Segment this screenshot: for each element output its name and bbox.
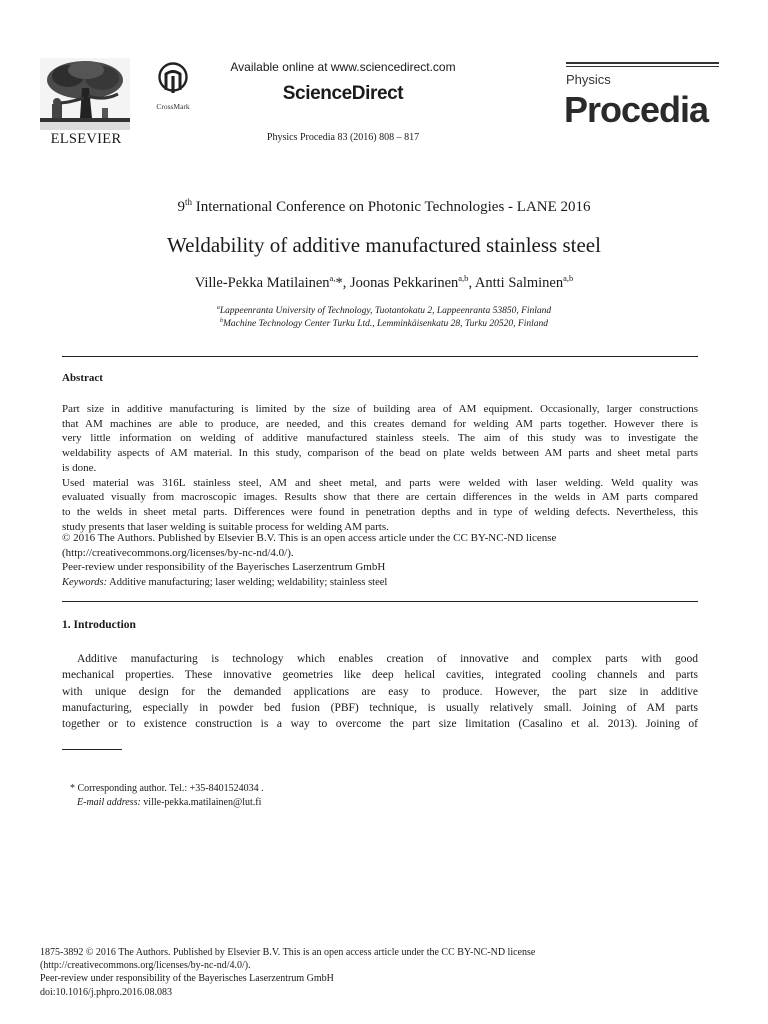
abstract-line: weldability aspects of AM material. In this study, comparison of the bead on plate welds between AM parts and sheet metal parts (62, 447, 698, 460)
abstract-line: is done. (62, 461, 97, 474)
abstract-body (62, 402, 698, 534)
email-line (70, 796, 470, 810)
affiliation-mark: b (219, 318, 223, 324)
journal-name-line2: Procedia (564, 89, 709, 130)
available-online-text[interactable]: Available online at www.sciencedirect.com (230, 60, 456, 74)
keywords-label: Keywords: (62, 577, 108, 588)
issn-copyright-line: 1875-3892 © 2016 The Authors. Published by Elsevier B.V. This is an open access article under the CC BY-NC-ND license (40, 947, 536, 958)
copyright-notice (62, 531, 698, 575)
author-affiliation-marks: a,b (563, 273, 574, 283)
author-affiliation-marks: a,b (458, 273, 469, 283)
affiliation-text: Machine Technology Center Turku Ltd., Lemminkäisenkatu 28, Turku 20520, Finland (222, 319, 548, 330)
introduction-line: with unique design for the demanded applications are easy to produce. However, the part size in additive (62, 685, 698, 698)
email-address[interactable]: ville-pekka.matilainen@lut.fi (140, 797, 262, 808)
author-name: Ville-Pekka Matilainen (194, 274, 330, 291)
journal-masthead (566, 62, 719, 132)
sciencedirect-brand: ScienceDirect (282, 83, 404, 104)
affiliation-a (0, 305, 768, 316)
introduction-line: together or to existence construction is a way to overcome the part size limitation (Casalino et al. 2013). Joining of (62, 718, 698, 731)
author-separator: , (468, 274, 475, 291)
crossmark-icon (158, 62, 188, 96)
page-footer (40, 946, 680, 999)
peer-review-line: Peer-review under responsibility of the Bayerisches Laserzentrum GmbH (62, 561, 386, 574)
footnotes (70, 782, 470, 810)
introduction-line: manufacturing, especially in powder bed fusion (PBF) technique, is usually relatively small. Joining of AM parts (62, 701, 698, 714)
section-divider (62, 356, 698, 357)
abstract-line: study presents that laser welding is suitable process for welding AM parts. (62, 520, 389, 533)
abstract-line: to the welds in sheet metal parts. Differences were found in penetration depths and in type of welding defects. Nevertheless, this (62, 505, 698, 518)
author-name: Joonas Pekkarinen (349, 274, 459, 291)
abstract-line: Part size in additive manufacturing is limited by the size of building area of AM equipment. Occasionally, larger constructions (62, 403, 698, 415)
introduction-line: mechanical properties. These innovative geometries like deep helical cavities, integrated cooling channels and parts (62, 669, 698, 682)
email-label: E-mail address: (77, 797, 141, 808)
corresponding-author-star: * (335, 274, 343, 291)
publisher-wordmark: ELSEVIER (50, 131, 122, 147)
journal-citation: Physics Procedia 83 (2016) 808 – 817 (266, 132, 420, 143)
paper-title: Weldability of additive manufactured stainless steel (167, 233, 601, 257)
license-link[interactable]: (http://creativecommons.org/licenses/by-nc-nd/4.0/). (62, 546, 294, 559)
author-list (0, 273, 768, 292)
conference-title (0, 197, 768, 216)
affiliation-mark: a (216, 305, 220, 311)
introduction-line: Additive manufacturing is technology which enables creation of innovative and complex parts with good (77, 653, 698, 665)
keywords-line (62, 576, 698, 591)
footer-license-link[interactable]: (http://creativecommons.org/licenses/by-nc-nd/4.0/). (40, 960, 251, 972)
corresponding-author-note: * Corresponding author. Tel.: +35-8401524034 . (70, 783, 264, 794)
footnote-divider (62, 749, 122, 750)
abstract-line: that AM machines are able to produce, are needed, and this creates demand for welding AM parts together. However there is (62, 417, 698, 430)
doi-line[interactable]: doi:10.1016/j.phpro.2016.08.083 (40, 986, 172, 998)
section-divider (62, 601, 698, 602)
footer-peer-review-line: Peer-review under responsibility of the Bayerisches Laserzentrum GmbH (40, 973, 334, 985)
abstract-line: evaluated visually from macroscopic images. Results show that there are certain differences in the welds in AM parts compared (62, 491, 698, 504)
conference-number: 9 (177, 199, 185, 215)
journal-name-line1: Physics (566, 72, 611, 87)
crossmark-label: CrossMark (156, 102, 190, 111)
abstract-heading: Abstract (62, 372, 103, 384)
affiliation-b (0, 318, 768, 329)
affiliation-text: Lappeenranta University of Technology, Tuotantokatu 2, Lappeenranta 53850, Finland (219, 306, 552, 317)
author-name: Antti Salminen (474, 274, 564, 291)
introduction-body (62, 651, 698, 732)
author-separator: , (342, 274, 350, 291)
introduction-heading: 1. Introduction (62, 619, 136, 631)
author-affiliation-marks: a, (329, 273, 336, 283)
abstract-line: very little information on welding of additive manufactured stainless steels. The aim of this study was to investigate the (62, 432, 698, 445)
copyright-line: © 2016 The Authors. Published by Elsevier B.V. This is an open access article under the CC BY-NC-ND license (62, 532, 557, 544)
conference-name: International Conference on Photonic Technologies - LANE 2016 (191, 199, 591, 215)
conference-ordinal: th (184, 197, 192, 207)
abstract-line: Used material was 316L stainless steel, AM and sheet metal, and parts were welded with laser welding. Weld quality was (62, 476, 698, 489)
keywords-text: Additive manufacturing; laser welding; weldability; stainless steel (107, 577, 388, 588)
